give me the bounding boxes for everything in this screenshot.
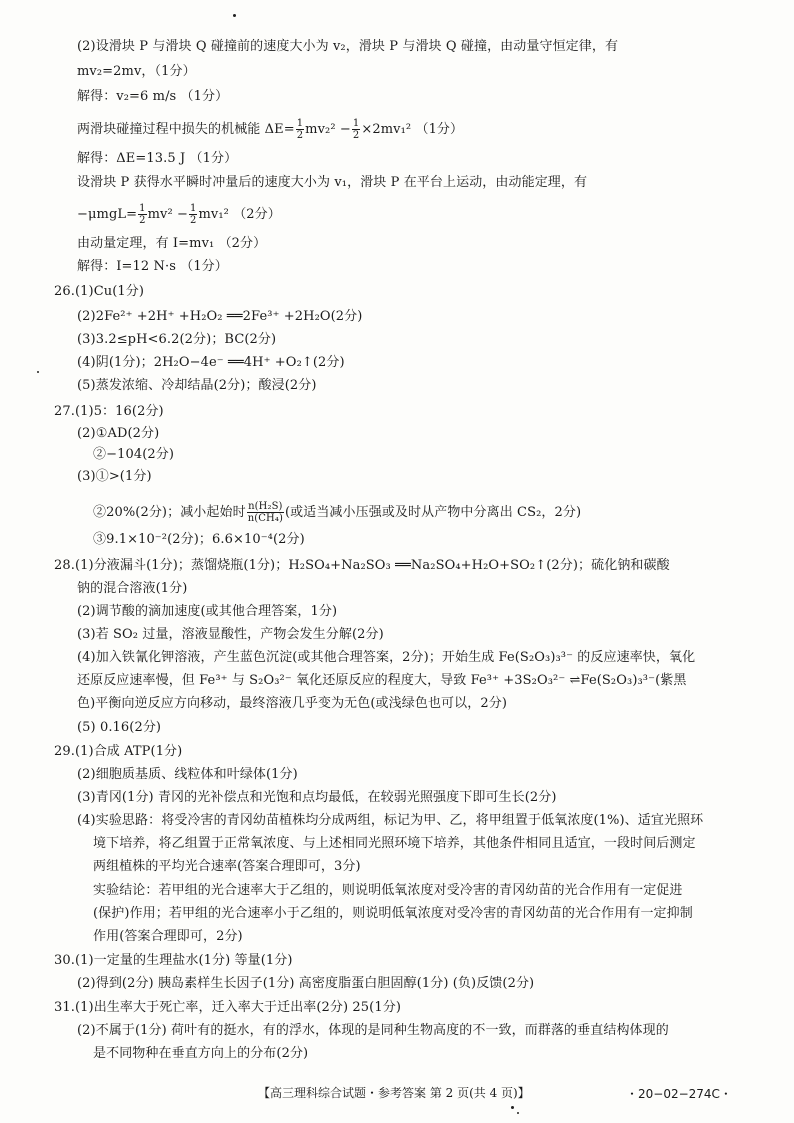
text-line: (4)实验思路：将受冷害的青冈幼苗植株均分成两组，标记为甲、乙，将甲组置于低氧浓度(1%)、适宜光照环 [77,813,704,828]
text-line: (4)加入铁氰化钾溶液，产生蓝色沉淀(或其他合理答案，2分)；开始生成 Fe(S₂O₃)₃³⁻ 的反应速率快，氧化 [77,650,696,665]
text-line: (3)若 SO₂ 过量，溶液显酸性，产物会发生分解(2分) [77,627,384,642]
text-line: (4)阴(1分)；2H₂O−4e⁻ ══4H⁺ +O₂↑(2分) [77,355,345,370]
text-line: (2)细胞质基质、线粒体和叶绿体(1分) [77,767,298,782]
text-line: 解得：ΔE=13.5 J （1分） [77,151,238,166]
text-line: 两组植株的平均光合速率(答案合理即可，3分) [93,859,361,874]
question-30: 30.(1)一定量的生理盐水(1分) 等量(1分) [54,953,293,968]
text-line: 是不同物种在垂直方向上的分布(2分) [93,1046,309,1061]
mole-ratio-fraction: $\frac{\text{n(H₂S)}}{\text{n(CH₄)}}$ [247,501,283,524]
text-line: 两滑块碰撞过程中损失的机械能 ΔE= [77,122,295,137]
text-line: 还原反应速率慢，但 Fe³⁺ 与 S₂O₃²⁻ 氧化还原反应的程度大，导致 Fe³⁺ +3S₂O₃²⁻ ⇌Fe(S₂O₃)₃³⁻(紫黑 [77,673,687,688]
text-line: −μmgL= [77,207,138,222]
question-26: 26.(1)Cu(1分) [54,284,145,299]
text-line: (5) 0.16(2分) [77,720,162,735]
fraction: $\frac{1}{2}$ [296,118,304,141]
question-28: 28.(1)分液漏斗(1分)；蒸馏烧瓶(1分)；H₂SO₄+Na₂SO₃ ══Na₂SO₄+H₂O+SO₂↑(2分)；硫化钠和碳酸 [54,558,670,573]
question-27: 27.(1)5：16(2分) [54,404,164,419]
text-line: 作用(答案合理即可，2分) [93,929,243,944]
text-line: 钠的混合溶液(1分) [77,581,188,596]
text-line: (5)蒸发浓缩、冷却结晶(2分)；酸浸(2分) [77,378,317,393]
text-line: (2)得到(2分) 胰岛素样生长因子(1分) 高密度脂蛋白胆固醇(1分) (负)反馈(2分) [77,976,535,991]
text-line: 实验结论：若甲组的光合速率大于乙组的，则说明低氧浓度对受冷害的青冈幼苗的光合作用有一定促进 [93,883,683,898]
text-line: (保护)作用；若甲组的光合速率小于乙组的，则说明低氧浓度对受冷害的青冈幼苗的光合作用有一定抑制 [93,906,693,921]
text-line: (2)2Fe²⁺ +2H⁺ +H₂O₂ ══2Fe³⁺ +2H₂O(2分) [77,309,363,324]
scan-speck [511,1106,514,1109]
fraction: $\frac{1}{2}$ [352,118,360,141]
energy-loss-equation: 两滑块碰撞过程中损失的机械能 ΔE= $\frac{1}{2}$ mv₂² − $\frac{1}{2}$ ×2mv₁² （1分） [77,118,464,141]
text-line: ②20%(2分)；减小起始时 [93,505,246,520]
kinetic-energy-equation: −μmgL= $\frac{1}{2}$ mv² − $\frac{1}{2}$ mv₁² （2分） [77,203,281,226]
text-line: (3)青冈(1分) 青冈的光补偿点和光饱和点均最低，在较弱光照强度下即可生长(2分) [77,790,557,805]
text-line: ②−104(2分) [93,447,175,462]
fraction: $\frac{1}{2}$ [190,203,197,226]
scan-speck [37,371,39,373]
text-line: (或适当减小压强或及时从产物中分离出 CS₂，2分) [284,505,582,520]
text-line: 解得：I=12 N·s （1分） [77,259,228,274]
text-line: (2)设滑块 P 与滑块 Q 碰撞前的速度大小为 v₂，滑块 P 与滑块 Q 碰撞，由动量守恒定律，有 [77,39,619,54]
text-line: (2)①AD(2分) [77,426,160,441]
question-31: 31.(1)出生率大于死亡率，迁入率大于迁出率(2分) 25(1分) [54,1000,401,1015]
document-code: ・20−02−274C・ [626,1087,732,1101]
text-line: mv₂=2mv，（1分） [77,64,196,79]
text-line: (3)3.2≤pH<6.2(2分)；BC(2分) [77,332,277,347]
text-line: (2)不属于(1分) 荷叶有的挺水，有的浮水，体现的是同种生物高度的不一致，而群落的垂直结构体现的 [77,1023,669,1038]
text-line: 境下培养，将乙组置于正常氧浓度、与上述相同光照环境下培养，其他条件相同且适宜，一段时间后测定 [93,836,696,851]
page-footer: 【高三理科综合试题・参考答案 第 2 页(共 4 页)】 [258,1086,530,1100]
scan-speck [517,1112,519,1114]
text-line: (2)调节酸的滴加速度(或其他合理答案，1分) [77,604,338,619]
text-line: 由动量定理，有 I=mv₁ （2分） [77,236,267,251]
fraction: $\frac{1}{2}$ [139,203,146,226]
text-line: 色)平衡向逆反应方向移动，最终溶液几乎变为无色(或浅绿色也可以，2分) [77,696,507,711]
mole-ratio-line [93,501,581,524]
text-line: (3)①>(1分) [77,469,152,484]
question-29: 29.(1)合成 ATP(1分) [54,744,183,759]
text-line: 解得：v₂=6 m/s （1分） [77,89,229,104]
text-line: ③9.1×10⁻²(2分)；6.6×10⁻⁴(2分) [93,532,305,547]
scan-speck [233,14,236,17]
text-line: 设滑块 P 获得水平瞬时冲量后的速度大小为 v₁，滑块 P 在平台上运动，由动能定理，有 [77,175,588,190]
